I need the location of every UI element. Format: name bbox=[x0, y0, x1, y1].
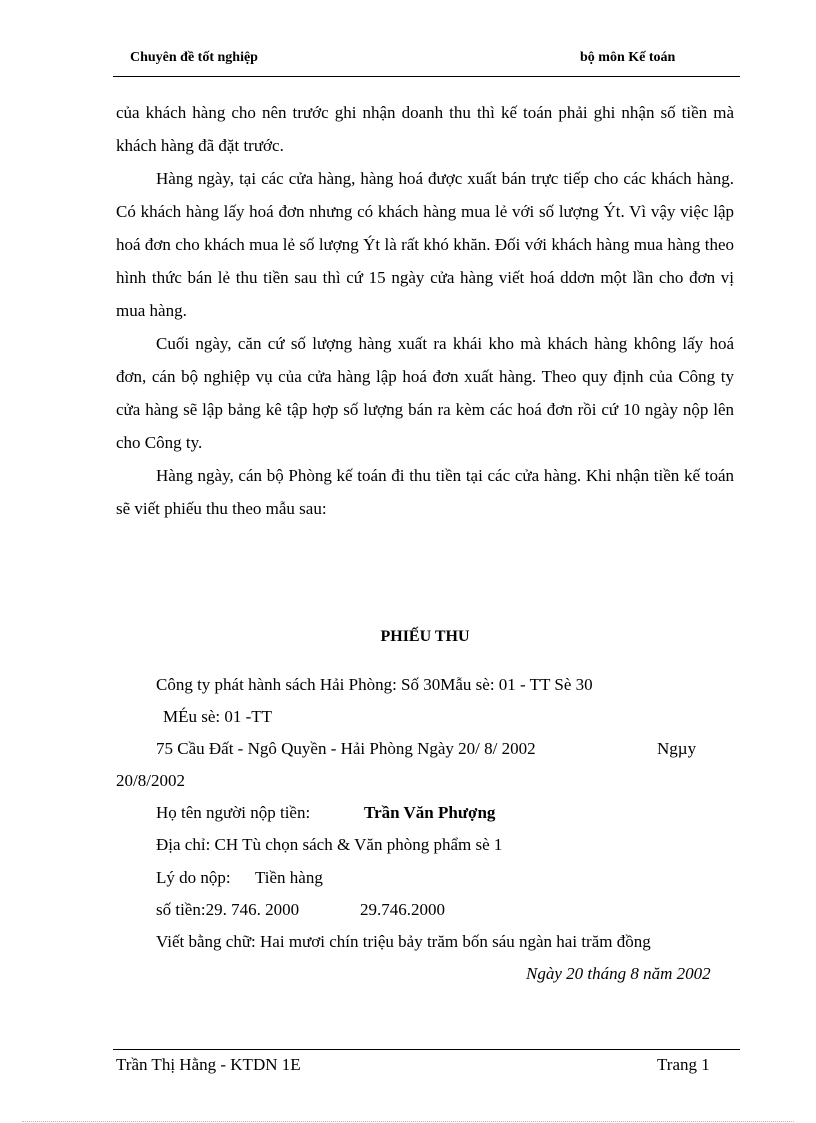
reason-label: Lý do nộp: bbox=[156, 868, 231, 887]
page-edge-divider bbox=[22, 1121, 794, 1122]
payer-label: Họ tên người nộp tiền: bbox=[156, 803, 311, 822]
footer-page-number: Trang 1 bbox=[657, 1055, 710, 1074]
header-topic: Chuyên đề tốt nghiệp bbox=[130, 50, 258, 65]
amount-in-words: Viết bằng chữ: Hai mươi chín triệu bảy trăm bốn sáu ngàn hai trăm đồng bbox=[156, 932, 651, 951]
receipt-company-line: Công ty phát hành sách Hải Phòng: Số 30Mẫu sè: 01 - TT Sè 30 bbox=[156, 675, 593, 694]
paragraph: Hàng ngày, tại các cửa hàng, hàng hoá được xuất bán trực tiếp cho các khách hàng. Có khách hàng lấy hoá đơn nhưng có khách hàng mua lẻ với số lượng Ýt. Vì vậy việc lập hoá đơn cho khách mua lẻ số lượng Ýt là rất khó khăn. Đối với khách hàng mua hàng theo hình thức bán lẻ thu tiền sau thì cứ 15 ngày cửa hàng viết hoá ddơn một lần cho đơn vị mua hàng. bbox=[116, 169, 734, 320]
paragraph: Hàng ngày, cán bộ Phòng kế toán đi thu tiền tại các cửa hàng. Khi nhận tiền kế toán sẽ viết phiếu thu theo mẫu sau: bbox=[116, 466, 734, 518]
paragraph: của khách hàng cho nên trước ghi nhận doanh thu thì kế toán phải ghi nhận số tiền mà khách hàng đã đặt trước. bbox=[116, 103, 734, 155]
footer-author: Trần Thị Hằng - KTDN 1E bbox=[116, 1055, 301, 1074]
reason-value: Tiền hàng bbox=[255, 868, 323, 887]
payer-address: Địa chỉ: CH Tù chọn sách & Văn phòng phẩm sè 1 bbox=[156, 835, 503, 854]
receipt-title: PHIẾU THU bbox=[380, 628, 470, 645]
receipt-date-label: Ngµy bbox=[657, 739, 697, 758]
body-text bbox=[116, 96, 734, 525]
receipt-address-line: 75 Cầu Đất - Ngô Quyền - Hải Phòng Ngày 20/ 8/ 2002 bbox=[156, 739, 536, 758]
amount-label: số tiền:29. 746. 2000 bbox=[156, 900, 300, 919]
receipt-form-code: MÉu sè: 01 -TT bbox=[163, 707, 273, 726]
receipt-date-short: 20/8/2002 bbox=[116, 771, 185, 790]
header-department: bộ môn Kế toán bbox=[580, 50, 676, 65]
amount-value: 29.746.2000 bbox=[360, 900, 445, 919]
header-rule bbox=[113, 76, 740, 77]
paragraph: Cuối ngày, căn cứ số lượng hàng xuất ra khái kho mà khách hàng không lấy hoá đơn, cán bộ nghiệp vụ của cửa hàng lập hoá đơn xuất hàng. Theo quy định của Công ty cửa hàng sẽ lập bảng kê tập hợp số lượng bán ra kèm các hoá đơn rồi cứ 10 ngày nộp lên cho Công ty. bbox=[116, 334, 734, 452]
footer-rule bbox=[113, 1049, 740, 1050]
payer-name: Trần Văn Phượng bbox=[364, 803, 496, 822]
signed-date: Ngày 20 tháng 8 năm 2002 bbox=[526, 964, 711, 983]
